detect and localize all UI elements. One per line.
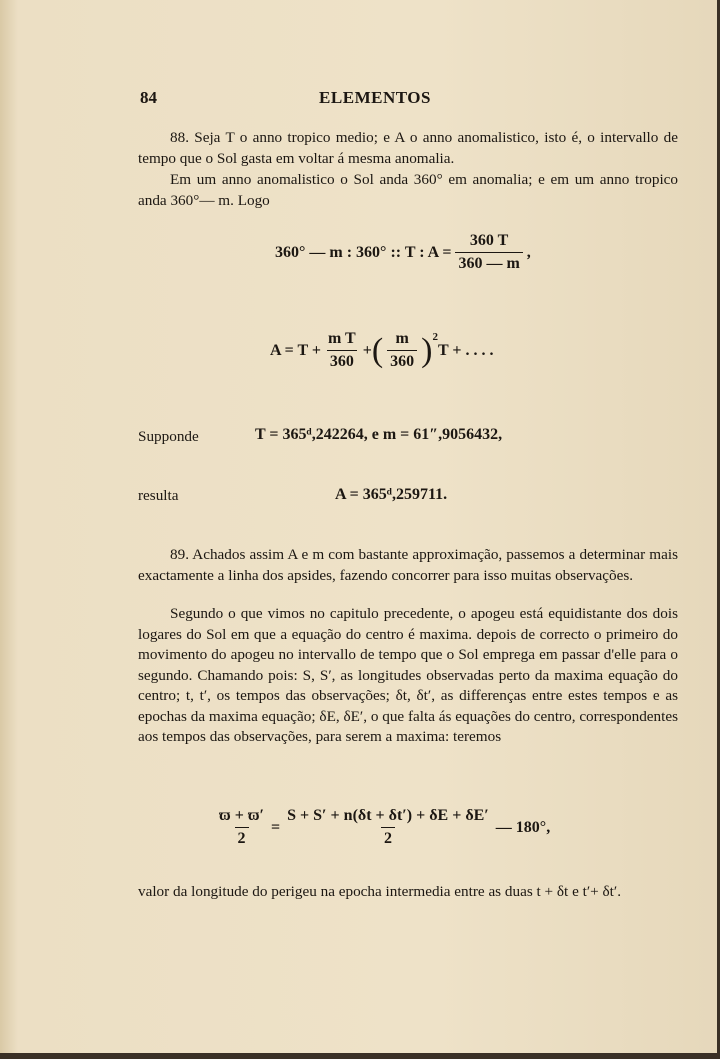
page-bottom-edge <box>0 1053 720 1059</box>
right-paren: ) <box>421 331 433 369</box>
equation-tail: , <box>526 243 531 261</box>
label-supponde: Supponde <box>138 428 199 445</box>
equation-lhs: A = T + <box>270 341 321 359</box>
fraction-denominator: 360 <box>327 350 357 371</box>
fraction-numerator: m <box>395 330 409 347</box>
equation-supponde: T = 365ᵈ,242264, e m = 61″,9056432, <box>255 426 503 443</box>
running-title: ELEMENTOS <box>319 88 431 107</box>
page-number: 84 <box>140 88 157 107</box>
equation-tail: T + . . . . <box>438 341 494 359</box>
equation-tail: — 180°, <box>495 818 551 836</box>
fraction-numerator: S + S′ + n(δt + δt′) + δE + δE′ <box>287 807 489 824</box>
plus-sign: + <box>362 341 372 359</box>
paragraph-89: 89. Achados assim A e m com bastante approximação, passemos a determinar mais exactamente a linha dos apsides, fazendo concorrer para isso muitas observações. <box>138 546 678 584</box>
exponent: 2 <box>432 330 438 343</box>
fraction <box>455 232 522 273</box>
paragraph-em-um-anno: Em um anno anomalistico o Sol anda 360° em anomalia; e em um anno tropico anda 360°— m. Logo <box>138 171 678 209</box>
equation-lhs: 360° — m : 360° :: T : A = <box>275 243 452 261</box>
fraction <box>325 330 359 371</box>
label-resulta: resulta <box>138 487 179 504</box>
equation-resulta: A = 365ᵈ,259711. <box>335 486 448 503</box>
left-paren: ( <box>371 331 384 369</box>
fraction-numerator: 360 T <box>469 232 509 249</box>
fraction-denominator: 360 — m <box>455 252 522 273</box>
equals-sign: = <box>271 818 281 836</box>
fraction-denominator: 2 <box>381 827 395 848</box>
page-header <box>140 88 610 110</box>
paragraph-segundo: Segundo o que vimos no capitulo precedente, o apogeu está equidistante dos dois logares do Sol em que a equação do centro é maxima. depois de correcto o primeiro do movimento do apogeu no intervallo de tempo que o Sol emprega em passar d'elle para o segundo. Chamando pois: S, S′, as longitudes observadas perto da maxima equação do centro; t, t′, os tempos das observações; δt, δt′, as differenças entre estes tempos e as epochas da maxima equação; δE, δE′, o que falta ás equações do centro, correspondentes aos tempos das observações, para serem a maxima: teremos <box>138 605 678 745</box>
paragraph-88: 88. Seja T o anno tropico medio; e A o anno anomalistico, isto é, o intervallo de tempo que o Sol gasta em voltar á mesma anomalia. <box>138 129 678 167</box>
fraction-denominator: 360 <box>387 350 417 371</box>
fraction-numerator: ϖ + ϖ′ <box>219 807 265 824</box>
equation-proportion <box>275 232 531 273</box>
fraction <box>284 807 492 848</box>
paragraph-valor: valor da longitude do perigeu na epocha intermedia entre as duas t + δt e t′+ δt′. <box>138 883 622 900</box>
equation-series <box>270 330 494 371</box>
equation-perigeu <box>212 807 550 848</box>
fraction <box>387 330 417 371</box>
fraction-numerator: m T <box>328 330 356 347</box>
fraction <box>216 807 267 848</box>
fraction-denominator: 2 <box>235 827 249 848</box>
